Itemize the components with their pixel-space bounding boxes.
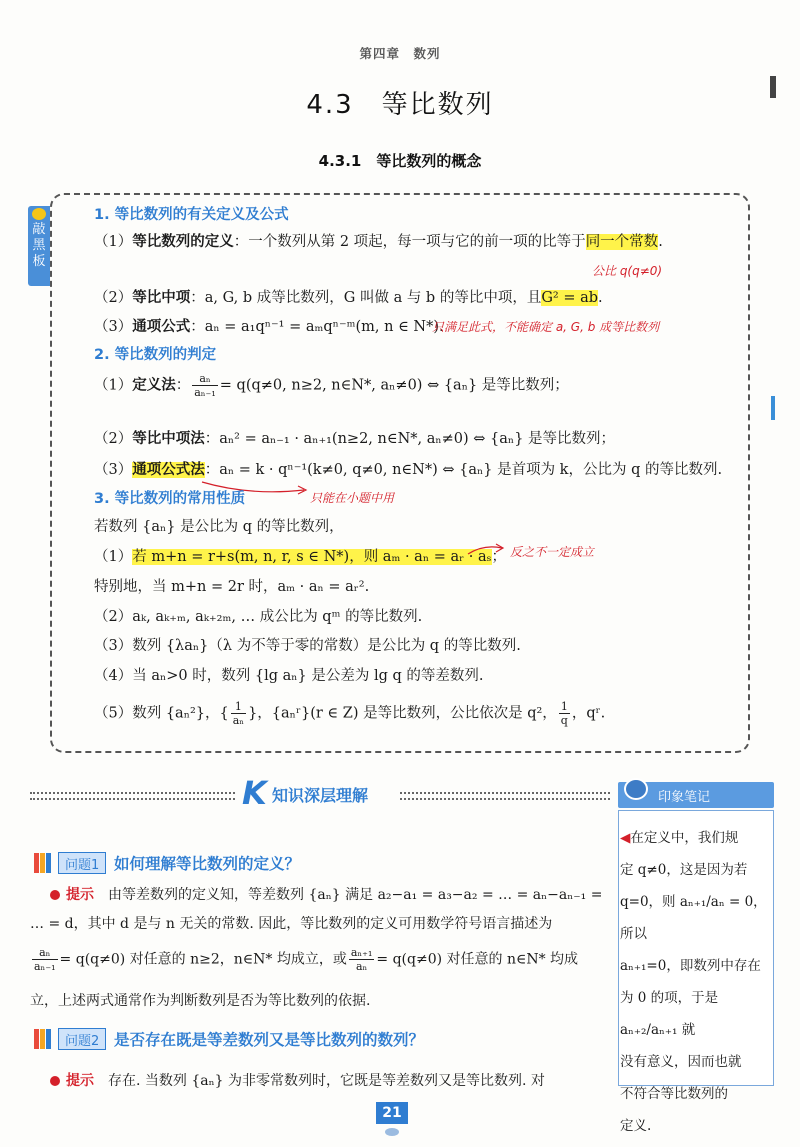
q1-f1d: aₙ₋₁ (34, 960, 56, 973)
dotted-rule-right (400, 792, 610, 800)
s2-l2-prefix: （2） (94, 431, 133, 447)
footer-ornament-icon (385, 1128, 399, 1136)
question-2-text: 是否存在既是等差数列又是等比数列的数列？ (114, 1031, 425, 1049)
s1-l1-text: ：一个数列从第 2 项起，每一项与它的前一项的比等于 (233, 234, 586, 250)
s1-definition (94, 230, 663, 251)
handnote-formula: 只满足此式，不能确定 a, G, b 成等比数列 (432, 320, 660, 334)
s2-l2-text: ：aₙ² = aₙ₋₁ · aₙ₊₁(n≥2, n∈N*, aₙ≠0) ⇔ {aₙ} 是等比数列； (204, 431, 616, 447)
s3-l1-highlight: 若 m+n = r+s(m, n, r, s ∈ N*)，则 aₘ · aₙ = aᵣ · aₛ (132, 549, 492, 565)
knowledge-title: 知识深层理解 (272, 786, 369, 805)
note-line: ◀在定义中，我们规 (620, 830, 739, 846)
q1-p2: … = d，其中 d 是与 n 无关的常数. 因此，等比数列的定义可用数学符号语言描述为 (30, 916, 553, 932)
s2-l2-term: 等比中项法 (132, 431, 205, 447)
tip-dot-icon (50, 1076, 60, 1086)
note-line: 定义. (620, 1118, 652, 1134)
section-3-heading: 3. 等比数列的常用性质 (94, 491, 246, 507)
q1-f2d: aₙ (355, 960, 368, 973)
s3-property-4: （4）当 aₙ>0 时，数列 {lg aₙ} 是公差为 lg q 的等差数列. (94, 668, 484, 684)
q1-f1n: aₙ (32, 946, 58, 960)
chapter-header: 第四章 数列 (359, 46, 441, 61)
section-title: 4.3 等比数列 (306, 90, 494, 120)
s3-l1-prefix: （1） (94, 549, 133, 565)
elephant-icon (624, 778, 648, 800)
s3-l5-a: （5）数列 {aₙ²}，{ (94, 705, 229, 722)
q1-p3-b: = q(q≠0) 对任意的 n∈N* 均成 (376, 951, 579, 968)
s3-l5-c: ，qʳ. (571, 705, 606, 722)
note-panel-title: 印象笔记 (658, 790, 711, 805)
q1-p1: 由等差数列的定义知，等差数列 {aₙ} 满足 a₂−a₁ = a₃−a₂ = … = aₙ−aₙ₋₁ = (108, 887, 603, 903)
s2-frac-den: aₙ₋₁ (194, 386, 216, 399)
s3-l5-f1n: 1 (231, 700, 246, 714)
s2-l3-highlight: 通项公式法 (132, 462, 205, 478)
s1-l2-text: ：a, G, b 成等比数列，G 叫做 a 与 b 的等比中项，且 (190, 290, 542, 306)
s1-l3-prefix: （3） (94, 319, 133, 335)
note-panel-text (620, 822, 770, 1142)
note-line: 定 q≠0，这是因为若 (620, 862, 748, 878)
s1-l1-highlight: 同一个常数 (585, 234, 659, 250)
section-2-heading: 2. 等比数列的判定 (94, 347, 217, 363)
s3-l5-f2d: q (560, 714, 568, 727)
s1-l3-text: ：aₙ = a₁qⁿ⁻¹ = aₘqⁿ⁻ᵐ(m, n ∈ N*). (190, 319, 444, 335)
handnote-arrow-2 (466, 540, 506, 560)
s1-l1-prefix: （1） (94, 234, 133, 250)
dotted-rule-left (30, 792, 235, 800)
note-line: q=0，则 aₙ₊₁/aₙ = 0，所以 (620, 894, 767, 942)
s2-formula-method (94, 458, 722, 479)
handnote-ratio: 公比 q(q≠0) (592, 264, 663, 278)
q2-tip-label: 提示 (66, 1073, 94, 1089)
question-1-text: 如何理解等比数列的定义？ (114, 855, 301, 873)
s3-l5-f2n: 1 (559, 700, 570, 714)
note-line: 不符合等比数列的 (620, 1086, 728, 1102)
s2-mean-method (94, 427, 615, 448)
s2-ratio-fraction (192, 372, 218, 399)
subsection-title: 4.3.1 等比数列的概念 (318, 152, 482, 170)
s3-property-2: （2）aₖ, aₖ₊ₘ, aₖ₊₂ₘ, … 成公比为 qᵐ 的等比数列. (94, 609, 423, 625)
s1-l3-term: 通项公式 (132, 319, 191, 335)
q1-p4: 立，上述两式通常作为判断数列是否为等比数列的依据. (30, 993, 371, 1009)
question-2-label: 问题2 (58, 1028, 106, 1050)
s3-intro: 若数列 {aₙ} 是公比为 q 的等比数列， (94, 519, 344, 535)
s1-l2-term: 等比中项 (132, 290, 191, 306)
page-number: 21 (376, 1102, 408, 1124)
q1-tip-line-1 (50, 884, 602, 904)
note-line: 为 0 的项，于是 aₙ₊₂/aₙ₊₁ 就 (620, 990, 719, 1038)
s2-frac-num: aₙ (192, 372, 218, 386)
s3-property-3: （3）数列 {λaₙ}（λ 为不等于零的常数）是公比为 q 的等比数列. (94, 638, 521, 654)
s3-l1-end: ； (491, 549, 506, 565)
s1-geometric-mean (94, 286, 603, 307)
sidebar-tab-label: 敲黑板 (32, 222, 46, 269)
q1-p3-a: = q(q≠0) 对任意的 n≥2，n∈N* 均成立，或 (59, 951, 347, 968)
k-logo-icon: K (242, 774, 267, 812)
books-icon (34, 853, 54, 873)
tip-dot-icon (50, 890, 60, 900)
q1-frac-1 (32, 946, 58, 973)
s2-l3-prefix: （3） (94, 462, 133, 478)
triangle-icon: ◀ (620, 830, 631, 846)
s1-l1-term: 等比数列的定义 (132, 234, 234, 250)
handnote-converse: 反之不一定成立 (510, 545, 595, 559)
page-edge-mark-blue (771, 396, 775, 420)
s3-special-case: 特别地，当 m+n = 2r 时，aₘ · aₙ = aᵣ². (94, 579, 370, 595)
books-icon (34, 1029, 54, 1049)
q1-frac-2 (349, 946, 375, 973)
s1-l2-highlight: G² = ab (541, 290, 599, 306)
note-line: aₙ₊₁=0，即数列中存在 (620, 958, 761, 974)
s2-l1-text: = q(q≠0, n≥2, n∈N*, aₙ≠0) ⇔ {aₙ} 是等比数列； (219, 377, 569, 394)
section-1-heading: 1. 等比数列的有关定义及公式 (94, 207, 289, 223)
s1-l1-end: . (658, 234, 663, 250)
q1-tip-label: 提示 (66, 887, 94, 903)
s3-property-1 (94, 545, 506, 566)
s2-l3-text: ：aₙ = k · qⁿ⁻¹(k≠0, q≠0, n∈N*) ⇔ {aₙ} 是首项为 k，公比为 q 的等比数列. (204, 462, 723, 478)
s3-l5-frac-2 (559, 700, 570, 727)
pin-icon (32, 208, 46, 220)
q1-p3 (30, 946, 578, 973)
page-edge-mark (770, 76, 776, 98)
q2-tip-line-1 (50, 1070, 545, 1090)
q1-f2n: aₙ₊₁ (350, 946, 373, 959)
s3-l5-b: }，{aₙʳ}(r ∈ Z) 是等比数列，公比依次是 q²， (248, 705, 557, 722)
s2-l1-prefix: （1） (94, 377, 133, 394)
s3-property-5 (94, 700, 605, 727)
s1-l2-prefix: （2） (94, 290, 133, 306)
s3-l5-f1d: aₙ (232, 714, 245, 727)
s2-l1-term: 定义法 (132, 377, 176, 394)
question-1-label: 问题1 (58, 852, 106, 874)
s2-definition-method: （1）定义法： $\frac{\text{aₙ}}{\text{aₙ₋₁}}$ = q(q≠0, n≥2, n∈N*, aₙ≠0) ⇔ {aₙ} 是等比数列； (94, 372, 569, 399)
q2-p1: 存在. 当数列 {aₙ} 为非零常数列时，它既是等差数列又是等比数列. 对 (108, 1073, 545, 1089)
s1-general-formula (94, 315, 444, 336)
s3-l5-frac-1 (231, 700, 246, 727)
note-line: 没有意义，因而也就 (620, 1054, 742, 1070)
handnote-only-small: 只能在小题中用 (310, 491, 395, 505)
s1-l2-end: . (598, 290, 603, 306)
